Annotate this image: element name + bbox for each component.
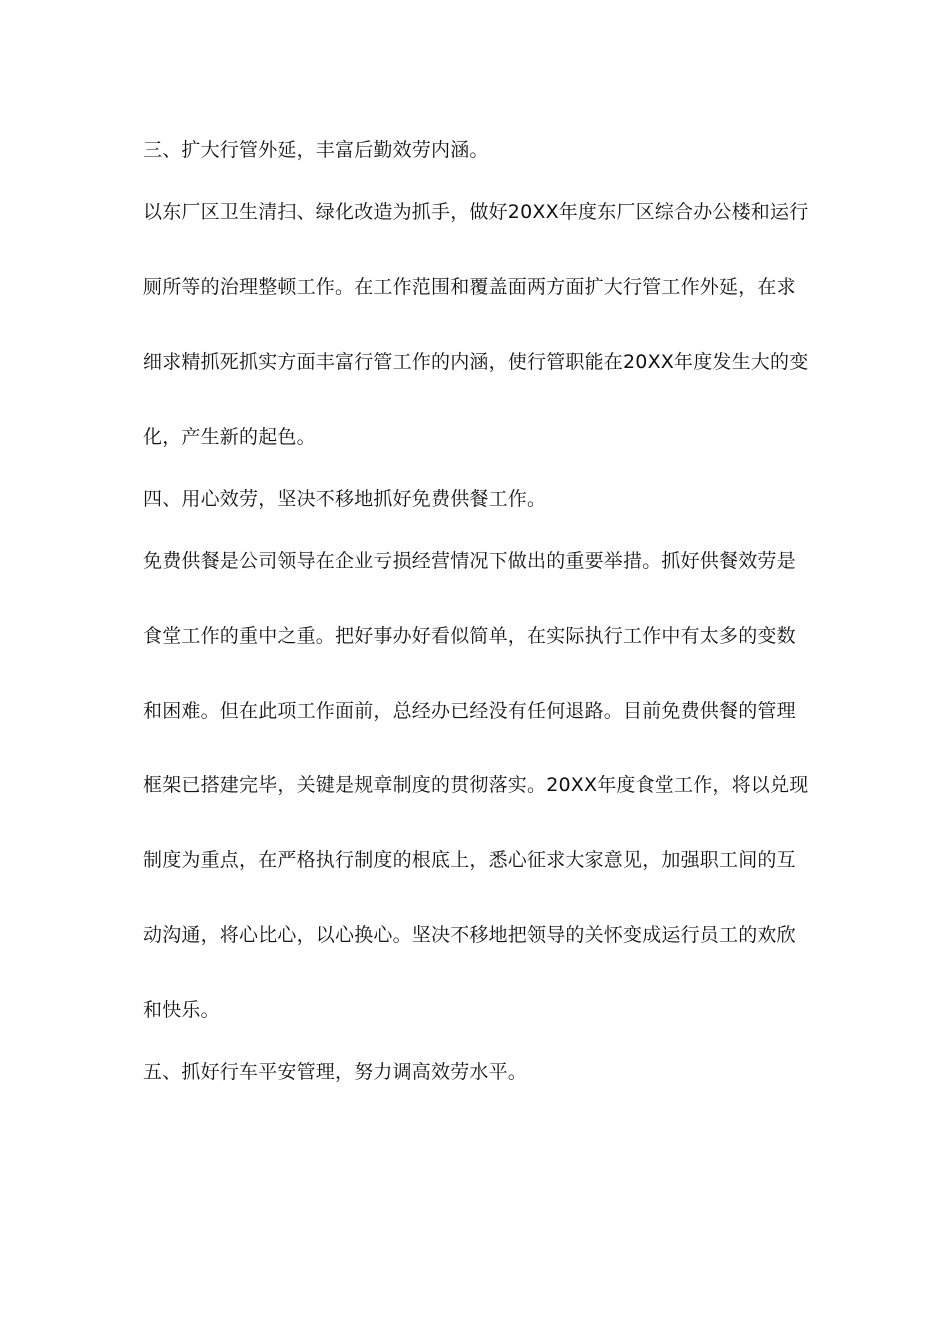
paragraph-line: 细求精抓死抓实方面丰富行管工作的内涵，使行管职能在20XX年度发生大的变 [143, 351, 809, 373]
paragraph-line: 框架已搭建完毕，关键是规章制度的贯彻落实。20XX年度食堂工作，将以兑现 [143, 774, 809, 796]
paragraph-line: 厕所等的治理整顿工作。在工作范围和覆盖面两方面扩大行管工作外延，在求 [143, 276, 796, 298]
section-heading-5: 五、抓好行车平安管理，努力调高效劳水平。 [143, 1061, 528, 1083]
paragraph-line: 以东厂区卫生清扫、绿化改造为抓手，做好20XX年度东厂区综合办公楼和运行 [143, 201, 809, 223]
paragraph-line: 化，产生新的起色。 [143, 426, 316, 448]
paragraph-line: 动沟通，将心比心，以心换心。坚决不移地把领导的关怀变成运行员工的欢欣 [143, 924, 796, 946]
section-heading-3: 三、扩大行管外延，丰富后勤效劳内涵。 [143, 139, 489, 161]
paragraph-line: 和困难。但在此项工作面前，总经办已经没有任何退路。目前免费供餐的管理 [143, 700, 796, 722]
paragraph-line: 制度为重点，在严格执行制度的根底上，悉心征求大家意见，加强职工间的互 [143, 849, 796, 871]
paragraph-line: 和快乐。 [143, 999, 220, 1021]
section-heading-4: 四、用心效劳，坚决不移地抓好免费供餐工作。 [143, 488, 547, 510]
paragraph-line: 食堂工作的重中之重。把好事办好看似简单，在实际执行工作中有太多的变数 [143, 625, 796, 647]
paragraph-line: 免费供餐是公司领导在企业亏损经营情况下做出的重要举措。抓好供餐效劳是 [143, 550, 796, 572]
